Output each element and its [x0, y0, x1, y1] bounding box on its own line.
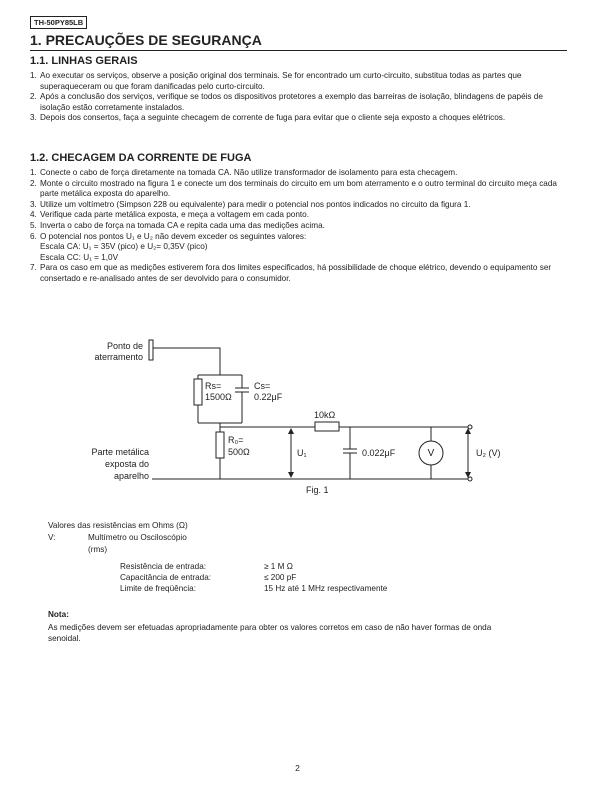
voltmeter-specs — [120, 561, 387, 594]
capacitor-label: 0.022μF — [362, 448, 396, 458]
list-item-text: Conecte o cabo de força diretamente na tomada CA. Não utilize transformador de isolamento para esta checagem. — [40, 168, 458, 177]
spec-row: Resistência de entrada: ≥ 1 M Ω — [120, 562, 293, 571]
figure-caption: Fig. 1 — [306, 485, 329, 495]
rs-label-2: 1500Ω — [205, 392, 232, 402]
list-item: 3. Utilize um voltímetro (Simpson 228 ou equivalente) para medir o potencial nos pontos indicados no circuito da figura 1. — [30, 199, 471, 209]
list-item-text: Para os caso em que as medições estiverem fora dos limites especificados, há possibilidade de choque elétrico, devendo o equipamento ser consertado e re-analisado antes de ser devolvido para o consumidor. — [40, 263, 552, 283]
section-2-list — [30, 168, 567, 285]
model-tag: TH-50PY85LB — [30, 16, 87, 29]
list-item: 5. Inverta o cabo de força na tomada CA e repita cada uma das medições acima. — [30, 220, 325, 230]
list-item-text: O potencial nos pontos U₁ e U₂ não devem exceder os seguintes valores: — [40, 231, 307, 241]
list-item: 3. Depois dos consertos, faça a seguinte checagem de corrente de fuga para evitar que o cliente seja exposto a choques elétricos. — [30, 113, 506, 123]
spec-row: Limite de freqüência: 15 Hz até 1 MHz respectivamente — [120, 584, 388, 593]
leakage-circuit-diagram — [60, 335, 510, 500]
rms-label: (rms) — [88, 545, 108, 554]
list-item-text: Utilize um voltímetro (Simpson 228 ou equivalente) para medir o potencial nos pontos indicados no circuito da figura 1. — [40, 199, 471, 209]
voltmeter-description: Multímetro ou Osciloscópio — [88, 533, 187, 542]
u2-label: U₂ (V) — [476, 448, 501, 458]
list-item: 6. O potencial nos pontos U₁ e U₂ não devem exceder os seguintes valores: Escala CA: U₁ = 35V (pico) e U₂= 0,35V (pico) Escala CC: U₁ = 1,0V — [30, 232, 567, 264]
limit-ac: Escala CA: U₁ = 35V (pico) e U₂= 0,35V (pico) — [40, 242, 208, 252]
list-item-text: Inverta o cabo de força na tomada CA e repita cada uma das medições acima. — [40, 220, 325, 230]
resistance-units-note: Valores das resistências em Ohms (Ω) — [48, 521, 188, 530]
resistor-rs — [194, 379, 202, 405]
section-2-heading: 1.2. CHECAGEM DA CORRENTE DE FUGA — [30, 152, 252, 164]
list-item: 2. Após a conclusão dos serviços, verifique se todos os dispositivos protetores a exemplo das barreiras de isolação, blindagens de papéis de isolação estão corretamente instalados. — [30, 92, 543, 112]
spec-row: Capacitância de entrada: ≤ 200 pF — [120, 573, 297, 582]
ground-label-2: aterramento — [94, 352, 143, 362]
note-heading: Nota: — [48, 610, 69, 619]
ground-label-1: Ponto de — [106, 341, 143, 351]
voltmeter-key: V: — [48, 533, 56, 542]
page-number: 2 — [295, 763, 300, 773]
list-item-text: Verifique cada parte metálica exposta, e meça a voltagem em cada ponto. — [40, 210, 309, 220]
page-title: 1. PRECAUÇÕES DE SEGURANÇA — [30, 32, 262, 48]
note-body: As medições devem ser efetuadas apropriadamente para obter os valores corretos em caso de não haver formas de onda senoidal. — [48, 623, 492, 643]
section-1-list — [30, 71, 567, 124]
metal-label-1: Parte metálica — [91, 447, 149, 457]
title-rule — [30, 50, 567, 51]
r0-label-1: R₀= — [228, 435, 244, 445]
metal-label-3: aparelho — [113, 471, 149, 481]
list-item: 4. Verifique cada parte metálica exposta, e meça a voltagem em cada ponto. — [30, 210, 309, 220]
list-item-text: Após a conclusão dos serviços, verifique se todos os dispositivos protetores a exemplo das barreiras de isolação, blindagens de papéis de isolação estão corretamente instalados. — [40, 92, 543, 112]
metal-label-2: exposta do — [104, 459, 149, 469]
r0-label-2: 500Ω — [228, 447, 250, 457]
list-item: 1. Ao executar os serviços, observe a posição original dos terminais. Se for encontrado um curto-circuito, substitua todas as partes que superaqueceram ou que foram danificadas pelo curto-circuito. — [30, 71, 522, 91]
limit-dc: Escala CC: U₁ = 1,0V — [40, 252, 119, 262]
rs-label-1: Rs= — [205, 381, 222, 391]
list-item: 2. Monte o circuito mostrado na figura 1 e conecte um dos terminais do circuito em um bom aterramento e o outro terminal do circuito meça cada parte metálica exposta do aparelho. — [30, 178, 557, 199]
list-item-text: Depois dos consertos, faça a seguinte checagem de corrente de fuga para evitar que o cliente seja exposto a choques elétricos. — [40, 113, 506, 123]
ground-point-terminal — [149, 340, 153, 360]
list-item-text: Monte o circuito mostrado na figura 1 e conecte um dos terminais do circuito em um bom aterramento e o outro terminal do circuito meça cada parte metálica exposta do aparelho. — [40, 178, 557, 199]
voltmeter-label: V — [427, 448, 435, 459]
resistor-r0 — [216, 432, 224, 458]
resistor-10k — [315, 422, 339, 431]
list-item: 1. Conecte o cabo de força diretamente na tomada CA. Não utilize transformador de isolamento para esta checagem. — [30, 168, 458, 177]
list-item-text: Ao executar os serviços, observe a posição original dos terminais. Se for encontrado um curto-circuito, substitua todas as partes que superaqueceram ou que foram danificadas pelo curto-circuito. — [40, 71, 522, 91]
cs-label-1: Cs= — [254, 381, 271, 391]
section-1-heading: 1.1. LINHAS GERAIS — [30, 55, 138, 67]
u1-label: U₁ — [297, 448, 307, 458]
r10k-label: 10kΩ — [314, 410, 336, 420]
list-item: 7. Para os caso em que as medições estiverem fora dos limites especificados, há possibilidade de choque elétrico, devendo o equipamento ser consertado e re-analisado antes de ser devolvido para o consumidor. — [30, 263, 552, 283]
cs-label-2: 0.22μF — [254, 392, 283, 402]
